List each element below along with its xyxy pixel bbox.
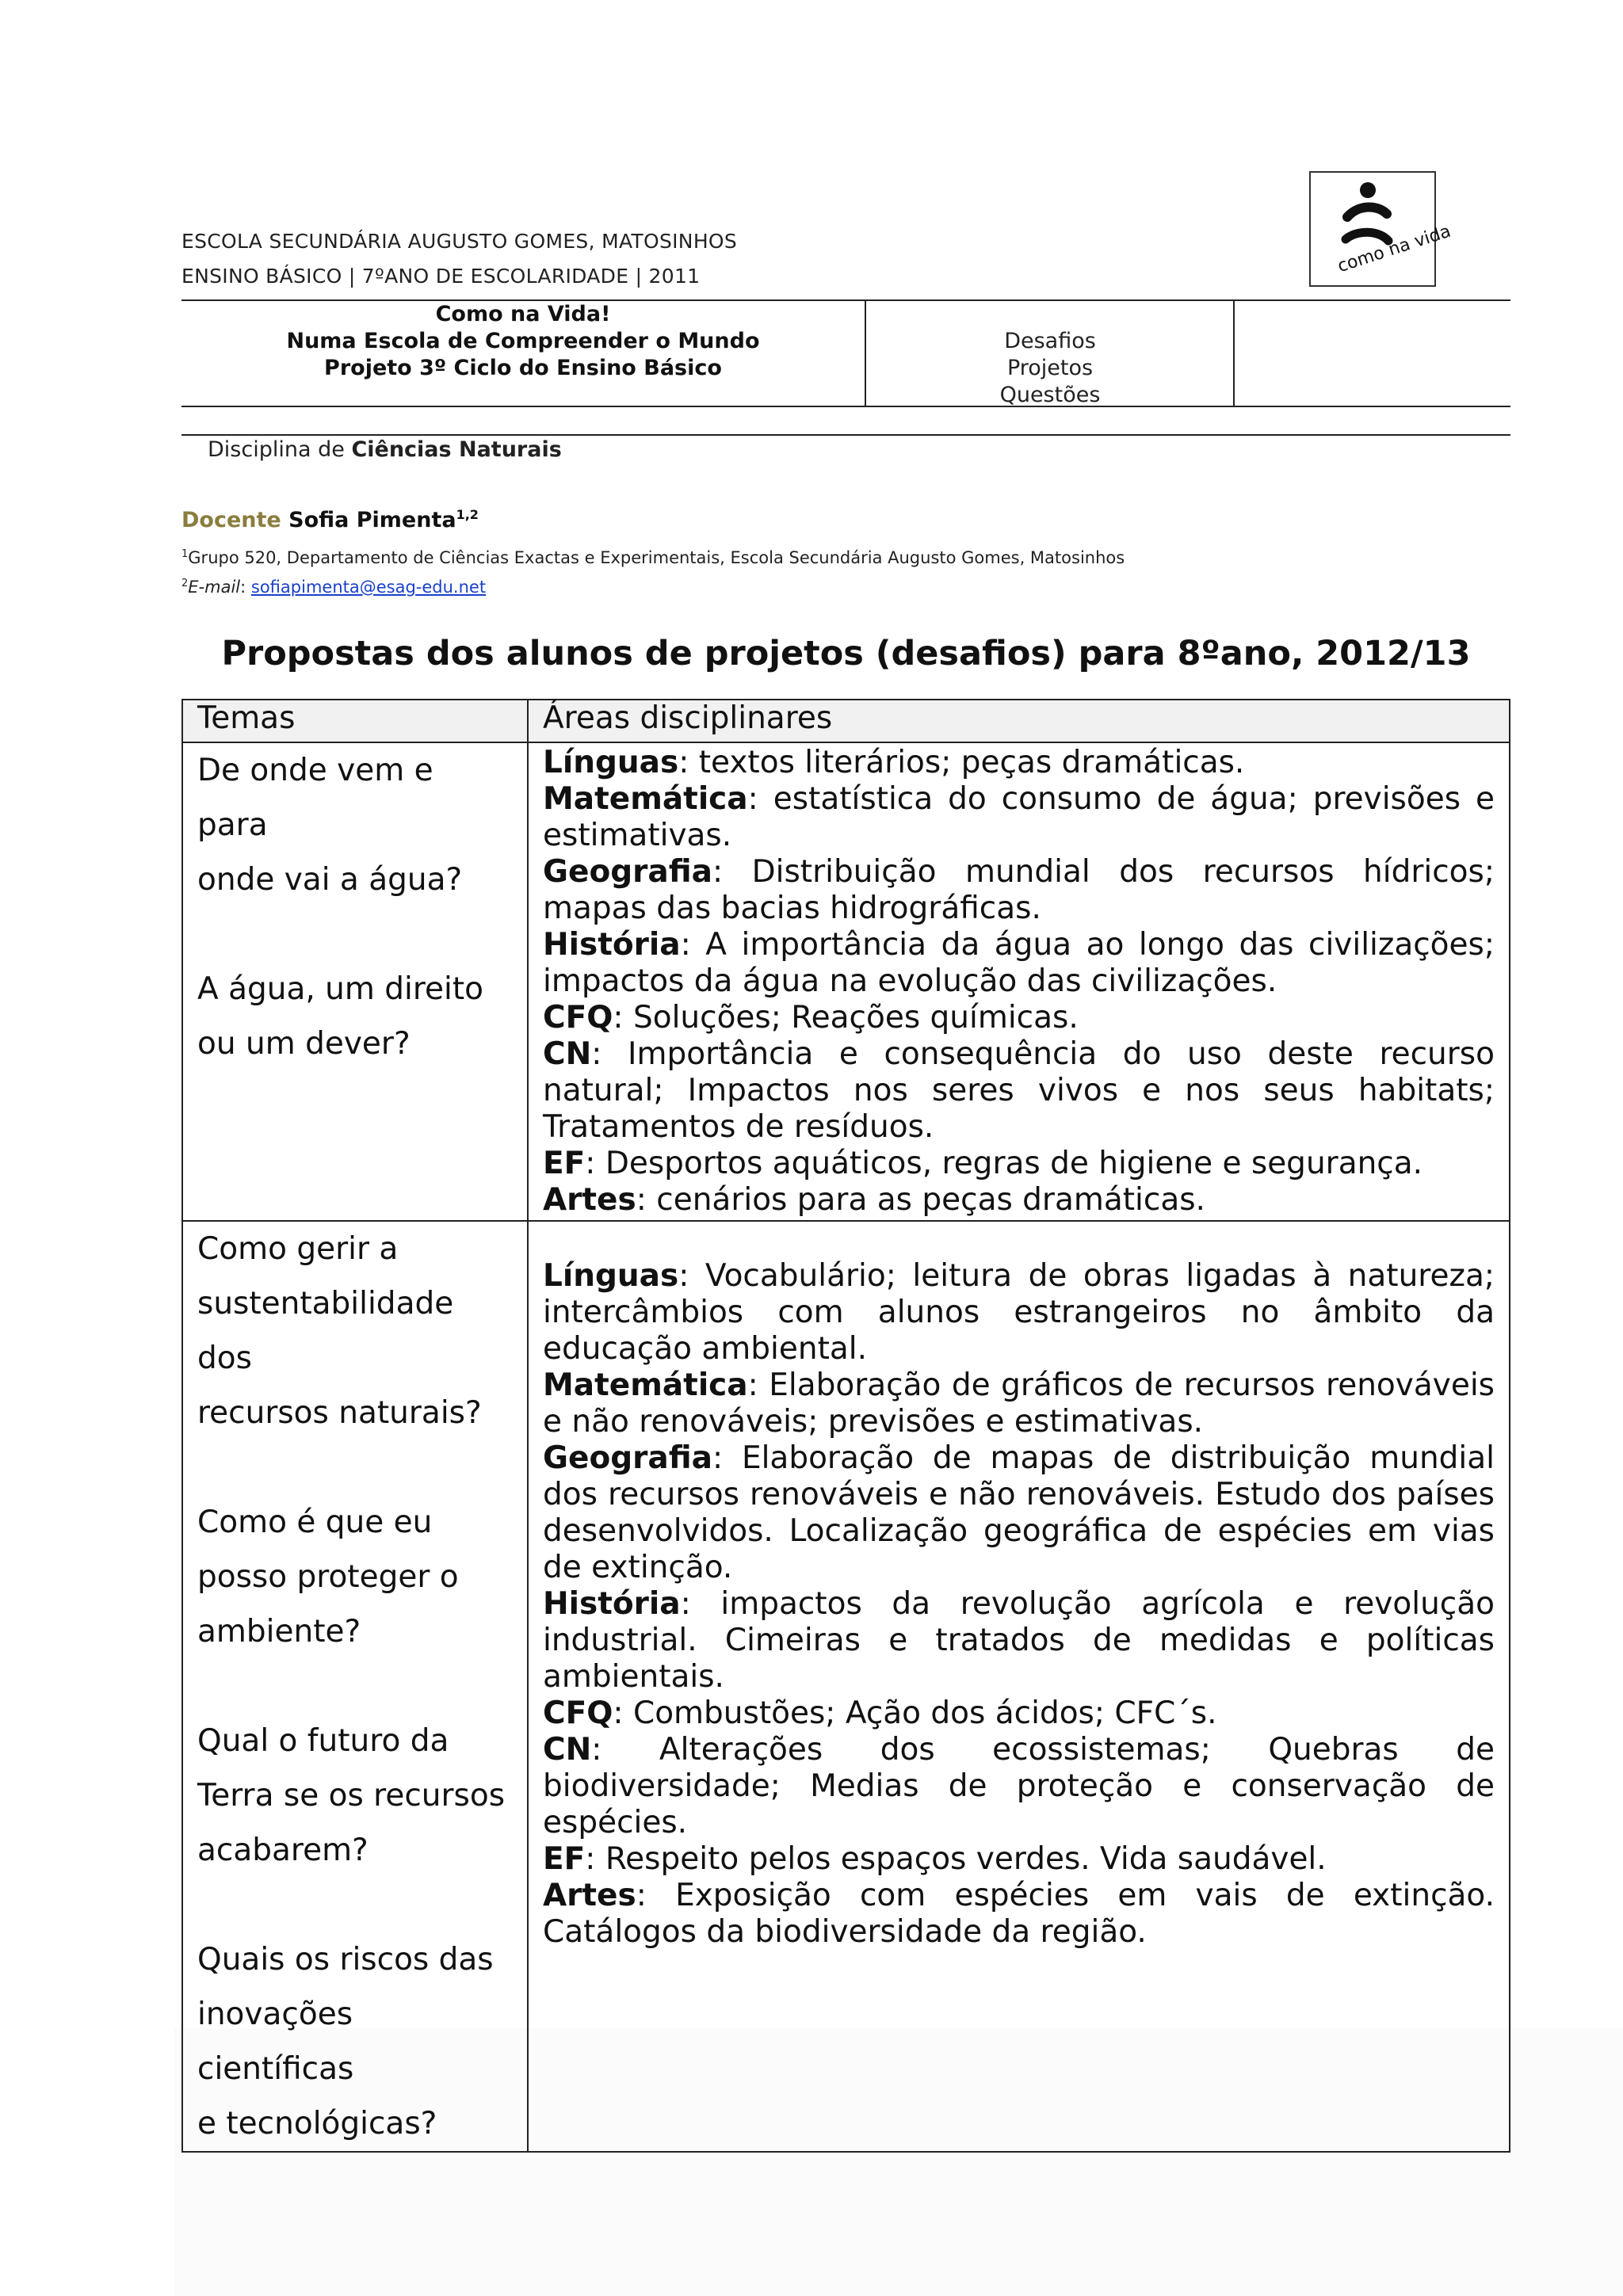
area-item: Matemática: estatística do consumo de água; previsões e estimativas. [543, 781, 1495, 853]
header-areas: Áreas disciplinares [528, 700, 1510, 742]
email-link[interactable]: sofiapimenta@esag-edu.net [250, 578, 487, 597]
challenges-line: Projetos [1006, 356, 1094, 380]
areas-cell [528, 742, 1510, 1221]
header-bottom-rule [181, 406, 1510, 407]
tema-line: Qual o futuro da [197, 1723, 449, 1759]
table-row [182, 742, 1510, 1221]
tema-line: e tecnológicas? [197, 2106, 437, 2142]
tema-line: recursos naturais? [197, 1395, 482, 1431]
project-line: Projeto 3º Ciclo do Ensino Básico [324, 356, 722, 380]
discipline-rule [181, 434, 1510, 436]
area-item: Geografia: Distribuição mundial dos recursos hídricos; mapas das bacias hidrográficas. [543, 854, 1495, 926]
tema-line: Terra se os recursos [197, 1778, 506, 1814]
tema-line: acabarem? [197, 1833, 369, 1868]
area-item: Artes: cenários para as peças dramáticas. [543, 1182, 1205, 1218]
challenges-line: Questões [999, 383, 1101, 407]
area-item: EF: Desportos aquáticos, regras de higiene e segurança. [543, 1146, 1423, 1181]
affiliation-line [181, 548, 1125, 567]
docente-label: Docente [181, 508, 281, 532]
project-line: Como na Vida! [435, 302, 611, 326]
area-item: CN: Importância e consequência do uso deste recurso natural; Impactos nos seres vivos e nos seus habitats; Tratamentos de resíduos. [543, 1036, 1495, 1145]
logo-text: como na vida [1335, 221, 1453, 277]
area-item: Artes: Exposição com espécies em vais de extinção. Catálogos da biodiversidade da região. [543, 1878, 1495, 1950]
email-sep: : [240, 578, 246, 597]
email-line [181, 578, 486, 597]
discipline-prefix: Disciplina de [208, 437, 345, 462]
email-sup: 2 [181, 578, 189, 589]
tema-line: ou um dever? [197, 1026, 411, 1062]
discipline-name: Ciências Naturais [351, 437, 562, 462]
tema-line: Como gerir a [197, 1231, 399, 1267]
areas-cell [528, 1221, 1510, 2152]
header-divider-1 [865, 299, 866, 407]
challenges-line: Desafios [1004, 329, 1096, 353]
project-block [190, 301, 856, 382]
area-item: Línguas: textos literários; peças dramáticas. [543, 745, 1245, 780]
area-item: CFQ: Soluções; Reações químicas. [543, 1000, 1079, 1035]
area-item: Matemática: Elaboração de gráficos de recursos renováveis e não renováveis; previsões e estimativas. [543, 1367, 1495, 1440]
logo [1309, 171, 1453, 287]
tema-line: onde vai a água? [197, 862, 463, 898]
project-line: Numa Escola de Compreender o Mundo [286, 329, 760, 353]
document-title: Propostas dos alunos de projetos (desafios) para 8ºano, 2012/13 [221, 634, 1471, 673]
tema-line: Quais os riscos das [197, 1942, 494, 1978]
affiliation-sup: 1 [181, 548, 189, 560]
tema-line: ambiente? [197, 1614, 361, 1650]
tema-line: De onde vem e para [197, 753, 433, 843]
header-temas: Temas [182, 700, 528, 742]
area-item: Geografia: Elaboração de mapas de distribuição mundial dos recursos renováveis e não renováveis. Estudo dos países desenvolvidos. Localização geográfica de espécies em vias de extinção. [543, 1440, 1495, 1585]
header-divider-2 [1233, 299, 1235, 407]
area-item: EF: Respeito pelos espaços verdes. Vida saudável. [543, 1841, 1327, 1877]
temas-cell [182, 1221, 528, 2152]
tema-line: Como é que eu [197, 1505, 433, 1540]
tema-line: posso proteger o [197, 1559, 459, 1595]
docente-sup: 1,2 [456, 507, 479, 522]
area-item: História: impactos da revolução agrícola e revolução industrial. Cimeiras e tratados de medidas e políticas ambientais. [543, 1586, 1495, 1695]
table-row [182, 1221, 1510, 2152]
logo-figure-icon [1311, 173, 1453, 285]
temas-cell [182, 742, 528, 1221]
affiliation: Grupo 520, Departamento de Ciências Exactas e Experimentais, Escola Secundária Augusto Gomes, Matosinhos [188, 548, 1125, 567]
docente-line [181, 507, 479, 532]
school-level: ENSINO BÁSICO | 7ºANO DE ESCOLARIDADE | 2011 [181, 265, 701, 288]
area-item: CFQ: Combustões; Ação dos ácidos; CFC´s. [543, 1695, 1217, 1731]
area-item: Línguas: Vocabulário; leitura de obras ligadas à natureza; intercâmbios com alunos estrangeiros no âmbito da educação ambiental. [543, 1258, 1495, 1367]
projects-table [181, 699, 1510, 2153]
area-item: História: A importância da água ao longo das civilizações; impactos da água na evolução das civilizações. [543, 927, 1495, 999]
area-item: CN: Alterações dos ecossistemas; Quebras de biodiversidade; Medias de proteção e conservação de espécies. [543, 1732, 1495, 1840]
tema-line: A água, um direito [197, 971, 483, 1007]
tema-line: inovações científicas [197, 1997, 354, 2087]
email-label: E-mail [188, 578, 241, 597]
table-header-row [182, 700, 1510, 742]
tema-line: sustentabilidade dos [197, 1286, 454, 1376]
school-name: ESCOLA SECUNDÁRIA AUGUSTO GOMES, MATOSINHOS [181, 230, 738, 253]
challenges-block [868, 328, 1232, 409]
discipline-line [208, 437, 562, 462]
docente-name: Sofia Pimenta [288, 508, 456, 532]
